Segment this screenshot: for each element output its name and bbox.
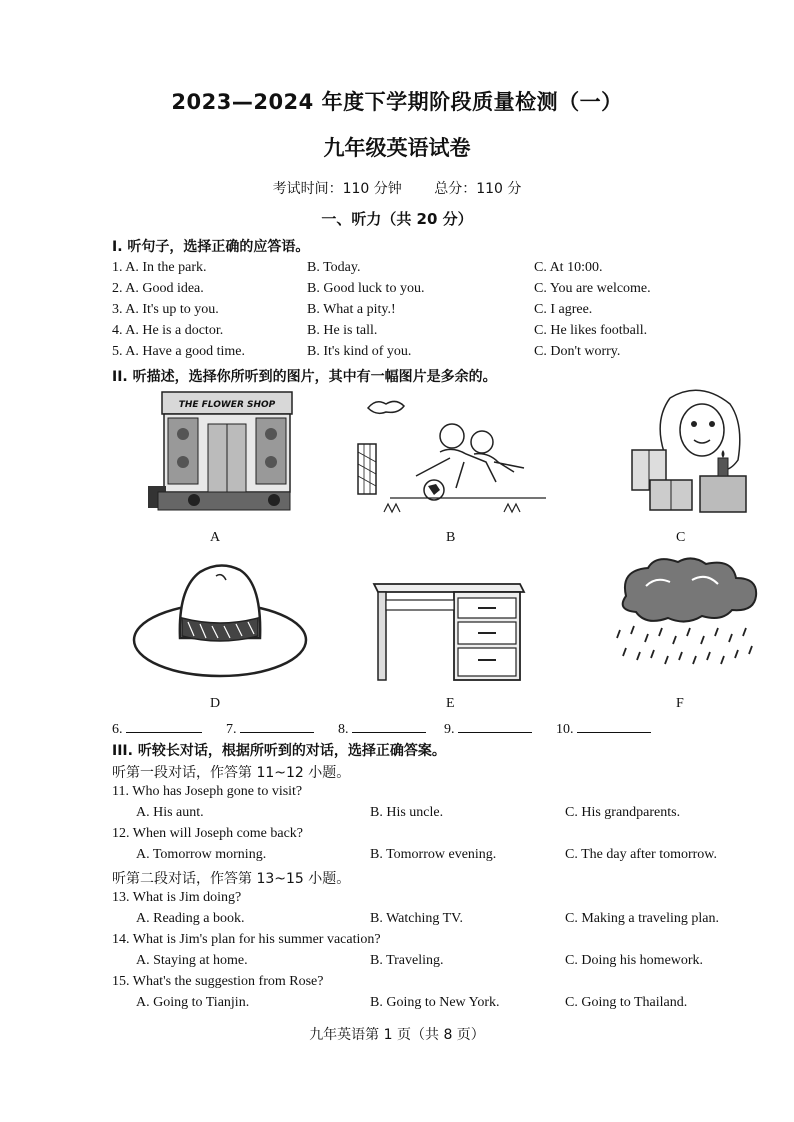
q3-option-b: B. What a pity.! bbox=[307, 302, 396, 317]
exam-subtitle: 九年级英语试卷 bbox=[323, 136, 471, 160]
picture-label-c: C bbox=[676, 530, 686, 545]
answer-blank-6[interactable]: 6. bbox=[112, 718, 202, 738]
q5-option-a: 5. A. Have a good time. bbox=[112, 344, 245, 359]
rain-cloud-image bbox=[606, 556, 772, 676]
q14-option-c: C. Doing his homework. bbox=[565, 953, 704, 968]
section-listening-title: 一、听力（共 20 分） bbox=[321, 210, 473, 228]
part2-heading: II. 听描述，选择你所听到的图片，其中有一幅图片是多余的。 bbox=[112, 369, 497, 385]
q14-question: 14. What is Jim's plan for his summer vacation? bbox=[112, 932, 381, 947]
picture-label-f: F bbox=[676, 696, 684, 711]
q2-option-c: C. You are welcome. bbox=[534, 281, 651, 296]
answer-blank-7[interactable]: 7. bbox=[226, 718, 314, 738]
dialog1-instruction: 听第一段对话，作答第 11~12 小题。 bbox=[112, 765, 351, 781]
q5-option-c: C. Don't worry. bbox=[534, 344, 621, 359]
q13-option-a: A. Reading a book. bbox=[136, 911, 245, 926]
exam-title: 2023—2024 年度下学期阶段质量检测（一） bbox=[171, 90, 623, 114]
q2-option-b: B. Good luck to you. bbox=[307, 281, 425, 296]
football-players-image bbox=[354, 394, 548, 518]
q12-option-c: C. The day after tomorrow. bbox=[565, 847, 718, 862]
shop-sign-text: THE FLOWER SHOP bbox=[178, 400, 276, 410]
q11-option-a: A. His aunt. bbox=[136, 805, 204, 820]
exam-score: 总分：110 分 bbox=[434, 181, 522, 197]
q15-question: 15. What's the suggestion from Rose? bbox=[112, 974, 324, 989]
q1-option-b: B. Today. bbox=[307, 260, 361, 275]
answer-blank-9[interactable]: 9. bbox=[444, 718, 532, 738]
q4-option-b: B. He is tall. bbox=[307, 323, 378, 338]
q11-option-b: B. His uncle. bbox=[370, 805, 444, 820]
q13-option-b: B. Watching TV. bbox=[370, 911, 463, 926]
page-footer: 九年英语第 1 页（共 8 页） bbox=[309, 1027, 485, 1043]
q13-option-c: C. Making a traveling plan. bbox=[565, 911, 719, 926]
q12-option-b: B. Tomorrow evening. bbox=[370, 847, 497, 862]
picture-label-b: B bbox=[446, 530, 456, 545]
picture-label-a: A bbox=[210, 530, 221, 545]
q2-option-a: 2. A. Good idea. bbox=[112, 281, 204, 296]
q3-option-c: C. I agree. bbox=[534, 302, 593, 317]
q15-option-c: C. Going to Thailand. bbox=[565, 995, 688, 1010]
q4-option-a: 4. A. He is a doctor. bbox=[112, 323, 224, 338]
q12-option-a: A. Tomorrow morning. bbox=[136, 847, 267, 862]
q15-option-a: A. Going to Tianjin. bbox=[136, 995, 250, 1010]
birthday-girl-image bbox=[622, 388, 772, 518]
q4-option-c: C. He likes football. bbox=[534, 323, 648, 338]
answer-blank-8[interactable]: 8. bbox=[338, 718, 426, 738]
picture-label-d: D bbox=[210, 696, 221, 711]
q12-question: 12. When will Joseph come back? bbox=[112, 826, 304, 841]
hat-image bbox=[130, 560, 310, 680]
q13-question: 13. What is Jim doing? bbox=[112, 890, 242, 905]
q11-question: 11. Who has Joseph gone to visit? bbox=[112, 784, 303, 799]
q14-option-b: B. Traveling. bbox=[370, 953, 444, 968]
desk-image bbox=[370, 574, 526, 684]
q11-option-c: C. His grandparents. bbox=[565, 805, 681, 820]
exam-info bbox=[0, 178, 794, 198]
answer-blank-10[interactable]: 10. bbox=[556, 718, 651, 738]
flower-shop-image bbox=[134, 390, 296, 518]
part1-heading: I. 听句子，选择正确的应答语。 bbox=[112, 239, 310, 255]
part3-heading: III. 听较长对话，根据所听到的对话，选择正确答案。 bbox=[112, 743, 446, 759]
q1-option-a: 1. A. In the park. bbox=[112, 260, 207, 275]
q15-option-b: B. Going to New York. bbox=[370, 995, 500, 1010]
q3-option-a: 3. A. It's up to you. bbox=[112, 302, 219, 317]
dialog2-instruction: 听第二段对话，作答第 13~15 小题。 bbox=[112, 871, 351, 887]
q5-option-b: B. It's kind of you. bbox=[307, 344, 412, 359]
exam-time: 考试时间：110 分钟 bbox=[272, 181, 402, 197]
picture-label-e: E bbox=[446, 696, 455, 711]
q14-option-a: A. Staying at home. bbox=[136, 953, 248, 968]
q1-option-c: C. At 10:00. bbox=[534, 260, 603, 275]
